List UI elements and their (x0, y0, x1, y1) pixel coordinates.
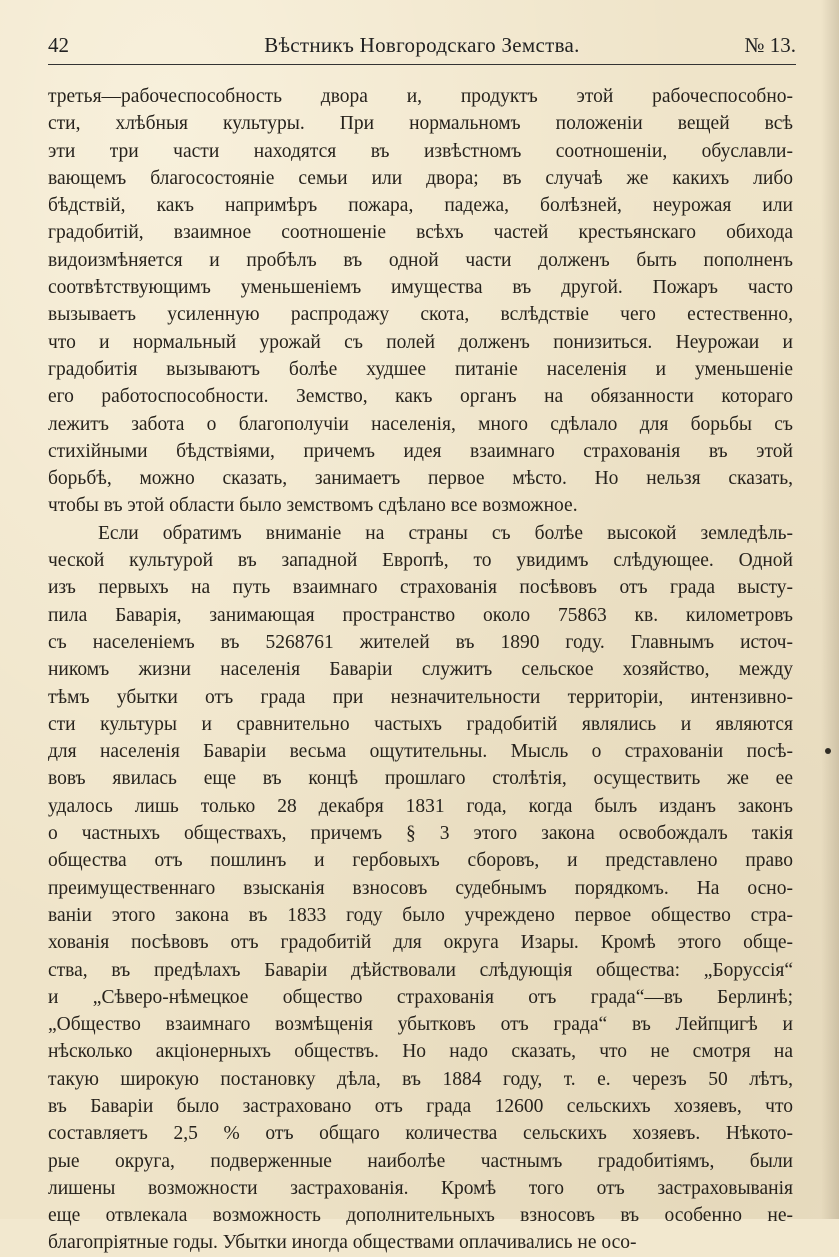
text-line: соотвѣтствующимъ уменьшеніемъ имущества въ другой. Пожаръ часто (48, 277, 793, 299)
text-line: ваніи этого закона въ 1833 году было учреждено первое общество стра- (48, 904, 793, 926)
text-line: его работоспособности. Земство, какъ органъ на обязанности котораго (48, 386, 793, 408)
text-line: „Общество взаимнаго возмѣщенія убытковъ отъ града“ въ Лейпцигѣ и (48, 1014, 793, 1036)
text-line: хованія посѣвовъ отъ градобитій для округа Изары. Кромѣ этого обще- (48, 932, 793, 954)
text-line: что и нормальный урожай съ полей долженъ понизиться. Неурожаи и (48, 331, 793, 353)
issue-number: № 13. (744, 33, 796, 57)
text-line: еще отвлекала возможность дополнительныхъ взносовъ въ особенно не- (48, 1205, 793, 1227)
text-line: тѣмъ убытки отъ града при незначительности территоріи, интензивно- (48, 686, 793, 708)
text-line: бѣдствій, какъ напримѣръ пожара, падежа, болѣзней, неурожая или (48, 195, 793, 217)
body-text (48, 83, 793, 1257)
text-line: третья—рабочеспособность двора и, продуктъ этой рабочеспособно- (48, 86, 793, 107)
text-line: сти, хлѣбныя культуры. При нормальномъ положеніи вещей всѣ (48, 113, 793, 135)
text-line: ческой культурой въ западной Европѣ, то увидимъ слѣдующее. Одной (48, 550, 793, 572)
text-line: о частныхъ обществахъ, причемъ § 3 этого закона освобождалъ такія (48, 823, 793, 845)
paragraph (48, 520, 793, 1257)
text-line: нѣсколько акціонерныхъ обществъ. Но надо сказать, что не смотря на (48, 1041, 793, 1063)
header-rule (48, 64, 796, 65)
text-line: пила Баварія, занимающая пространство около 75863 кв. километровъ (48, 604, 793, 626)
text-line: для населенія Баваріи весьма ощутительны. Мысль о страхованіи посѣ- (48, 741, 793, 763)
text-line: благопріятные годы. Убытки иногда обществами оплачивались не осо- (48, 1232, 637, 1254)
text-line: вовъ явилась еще въ концѣ прошлаго столѣтія, осуществить же ее (48, 768, 793, 790)
page-edge-shadow (821, 0, 839, 1219)
text-line: лишены возможности застрахованія. Кромѣ того отъ застраховыванія (48, 1177, 793, 1199)
text-line: видоизмѣняется и пробѣлъ въ одной части долженъ быть пополненъ (48, 249, 793, 271)
page-number: 42 (48, 33, 69, 57)
text-line: въ Баваріи было застраховано отъ града 12600 сельскихъ хозяевъ, что (48, 1095, 793, 1117)
text-line: общества отъ пошлинъ и гербовыхъ сборовъ, и представлено право (48, 850, 793, 872)
running-header (48, 30, 796, 60)
text-line: Если обратимъ вниманіе на страны съ болѣе высокой земледѣль- (98, 522, 793, 544)
text-line: удалось лишь только 28 декабря 1831 года, когда былъ изданъ законъ (48, 795, 793, 817)
text-line: такую широкую постановку дѣла, въ 1884 году, т. е. черезъ 50 лѣтъ, (48, 1068, 793, 1090)
text-line: изъ первыхъ на путь взаимнаго страхованія посѣвовъ отъ града высту- (48, 577, 793, 599)
text-line: никомъ жизни населенія Баваріи служитъ сельское хозяйство, между (48, 659, 793, 681)
text-line: вающемъ благосостояніе семьи или двора; въ случаѣ же какихъ либо (48, 167, 793, 189)
text-line: стихійными бѣдствіями, причемъ идея взаимнаго страхованія въ этой (48, 440, 793, 462)
journal-title: Вѣстникъ Новгородскаго Земства. (264, 33, 580, 57)
text-line: составляетъ 2,5 % отъ общаго количества сельскихъ хозяевъ. Нѣкото- (48, 1123, 793, 1145)
text-line: эти три части находятся въ извѣстномъ соотношеніи, обуславли- (48, 140, 793, 162)
paragraph (48, 83, 793, 520)
text-line: рые округа, подверженные наиболѣе частнымъ градобитіямъ, были (48, 1150, 793, 1172)
text-line: вызываетъ усиленную распродажу скота, вслѣдствіе чего естественно, (48, 304, 793, 326)
text-line: градобитія вызываютъ болѣе худшее питаніе населенія и уменьшеніе (48, 358, 793, 380)
text-line: сти культуры и сравнительно частыхъ градобитій являлись и являются (48, 713, 793, 735)
text-line: и „Сѣверо-нѣмецкое общество страхованія отъ града“—въ Берлинѣ; (48, 986, 793, 1008)
text-line: чтобы въ этой области было земствомъ сдѣлано все возможное. (48, 495, 578, 517)
text-line: борьбѣ, можно сказать, занимаетъ первое мѣсто. Но нельзя сказать, (48, 468, 793, 490)
text-line: лежитъ забота о благополучіи населенія, много сдѣлало для борьбы съ (48, 413, 793, 435)
text-line: съ населеніемъ въ 5268761 жителей въ 1890 году. Главнымъ источ- (48, 631, 793, 653)
text-line: ства, въ предѣлахъ Баваріи дѣйствовали слѣдующія общества: „Боруссія“ (48, 959, 793, 981)
text-line: преимущественнаго взысканія взносовъ судебнымъ порядкомъ. На осно- (48, 877, 793, 899)
text-line: градобитій, взаимное соотношеніе всѣхъ частей крестьянскаго обихода (48, 222, 793, 244)
